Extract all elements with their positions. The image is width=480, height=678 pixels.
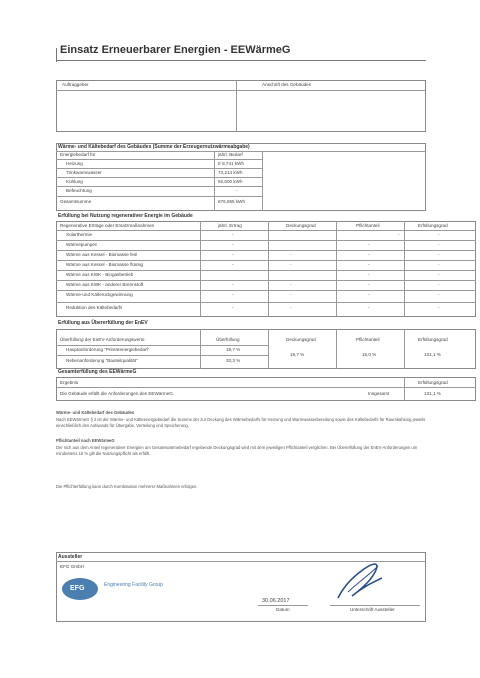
row-line bbox=[56, 290, 476, 291]
renewable-header: Regenerative Erträge oder Ersatzmaßnahmen bbox=[60, 223, 155, 228]
document-title: Einsatz Erneuerbarer Energien - EEWärmeG bbox=[60, 44, 291, 56]
renewable-row-label: Wärme aus Kessel - Biomasse flüssig bbox=[66, 262, 144, 267]
logo-tagline: Engineering Facility Group bbox=[104, 582, 163, 588]
summary-result-header: Erfüllungsgrad bbox=[418, 380, 448, 385]
enev-header: Deckungsgrad bbox=[286, 337, 316, 342]
renewable-cell: - bbox=[290, 305, 292, 310]
renewable-row-label: Reduktion des Kältebedarfs bbox=[66, 305, 123, 310]
demand-row-label: Befeuchtung bbox=[66, 188, 92, 193]
summary-section-title: Gesamterfüllung des EEWärmeG bbox=[58, 369, 137, 375]
address-header-line bbox=[56, 90, 426, 91]
row-line bbox=[56, 280, 476, 281]
row-line bbox=[56, 355, 268, 356]
renewable-cell: - bbox=[290, 292, 292, 297]
summary-total-label: Insgesamt bbox=[368, 391, 390, 396]
issuer-company: EFG GmbH bbox=[60, 564, 84, 569]
renewable-cell: - bbox=[232, 292, 234, 297]
renewable-table bbox=[56, 221, 476, 317]
renewable-row-label: Wärmepumpen bbox=[66, 242, 98, 247]
address-box bbox=[56, 80, 426, 132]
renewable-cell: - bbox=[438, 282, 440, 287]
col-divider bbox=[336, 221, 337, 317]
enev-header: Überfüllung der EnEV-Anforderungswerte bbox=[60, 337, 145, 342]
enev-section-title: Erfüllung aus Übererfüllung der EnEV bbox=[58, 320, 148, 326]
row-line bbox=[56, 186, 262, 187]
renewable-cell: - bbox=[438, 292, 440, 297]
renewable-cell: - bbox=[368, 282, 370, 287]
renewable-cell: - bbox=[232, 282, 234, 287]
renewable-cell: - bbox=[290, 282, 292, 287]
enev-row-value: 33,3 % bbox=[226, 358, 241, 363]
enev-row-label: Nebenanforderung "Bauteilqualität" bbox=[66, 358, 138, 363]
renewable-section-title: Erfüllung bei Nutzung regenerativer Energie im Gebäude bbox=[58, 213, 193, 219]
renewable-cell: - bbox=[232, 305, 234, 310]
demand-col-divider bbox=[214, 151, 215, 211]
renewable-cell: - bbox=[232, 232, 234, 237]
summary-table bbox=[56, 377, 476, 401]
date-line bbox=[258, 605, 308, 606]
row-line bbox=[56, 260, 476, 261]
note-paragraph: Nach EEWärmeG § 2 ist der Wärme- und Kälteenergiebedarf die Summe der zur Deckung des Wärmebedarfs für Heizung und Warmwasserbereitung sowie des Kältebedarfs für Raumkühlung jeweils einschließlich des Aufwands für Übergabe, Verteilung und Speicherung. bbox=[56, 417, 426, 428]
row-line bbox=[56, 168, 262, 169]
note-paragraph: Der sich aus dem Anteil regenerativer Energien am Gesamtwärmebedarf ergebende Deckungsgrad wird mit dem jeweiligen Pflichtanteil verglichen. Bei Übererfüllung der EnEV-Anforderungen um mindestens 15 % gilt die Nutzungspflicht als erfüllt. bbox=[56, 445, 418, 456]
issuer-label: Aussteller bbox=[58, 554, 83, 560]
enev-header: Pflichtanteil bbox=[356, 337, 380, 342]
title-divider bbox=[56, 60, 426, 61]
renewable-cell: - bbox=[438, 252, 440, 257]
col-divider bbox=[268, 221, 269, 317]
signature-mark bbox=[330, 556, 390, 606]
demand-row-value: 92,600 kWh bbox=[218, 179, 243, 184]
demand-col-divider bbox=[262, 151, 263, 211]
demand-section-title: Wärme- und Kältebedarf des Gebäudes (Summe der Erzeugernutzwärmeabgabe) bbox=[58, 144, 250, 150]
renewable-cell: - bbox=[398, 232, 400, 237]
row-line bbox=[56, 196, 262, 197]
note-heading: Pflichtanteil nach EEWärmeG bbox=[56, 438, 115, 443]
row-line bbox=[56, 240, 476, 241]
col-divider bbox=[336, 329, 337, 369]
renewable-cell: - bbox=[438, 305, 440, 310]
signature-label: Unterschrift Aussteller bbox=[350, 607, 395, 612]
renewable-header: Deckungsgrad bbox=[286, 223, 316, 228]
note-heading: Wärme- und Kältebedarf des Gebäudes bbox=[56, 410, 135, 415]
renewable-cell: - bbox=[290, 252, 292, 257]
renewable-cell: - bbox=[368, 292, 370, 297]
date-label: Datum bbox=[276, 607, 290, 612]
row-line bbox=[56, 302, 476, 303]
enev-header: Überfüllung bbox=[216, 337, 240, 342]
col-divider bbox=[404, 221, 405, 317]
col-divider bbox=[268, 329, 269, 369]
renewable-cell: - bbox=[232, 252, 234, 257]
logo-text: EFG bbox=[70, 585, 85, 592]
renewable-row-label: Wärme aus KWK - anderer Brennstoff bbox=[66, 282, 144, 287]
enev-deckungsgrad: 19,7 % bbox=[290, 352, 305, 357]
renewable-cell: - bbox=[368, 305, 370, 310]
renewable-row-label: Wärme aus Kessel - Biomasse fest bbox=[66, 252, 138, 257]
enev-header: Erfüllungsgrad bbox=[418, 337, 448, 342]
renewable-cell: - bbox=[438, 242, 440, 247]
enev-row-label: Hauptanforderung "Primärenergiebedarf" bbox=[66, 347, 150, 352]
demand-total-value: 676,555 kWh bbox=[218, 199, 246, 204]
demand-row-label: Heizung bbox=[66, 161, 83, 166]
renewable-cell: - bbox=[232, 262, 234, 267]
row-line bbox=[56, 345, 268, 346]
col-divider bbox=[404, 329, 405, 369]
renewable-row-label: Solarthermie bbox=[66, 232, 93, 237]
summary-result-label: Ergebnis bbox=[60, 380, 79, 385]
address-divider bbox=[236, 80, 237, 132]
row-line bbox=[56, 177, 262, 178]
demand-row-value: 73,214 kWh bbox=[218, 170, 243, 175]
demand-row-value: - bbox=[236, 188, 238, 193]
renewable-cell: - bbox=[290, 262, 292, 267]
renewable-row-label: Wärme-und Kälterückgewinnung bbox=[66, 292, 133, 297]
renewable-header: Erfüllungsgrad bbox=[418, 223, 448, 228]
renewable-header: Pflichtanteil bbox=[356, 223, 380, 228]
demand-row-value: 5`8,741 kWh bbox=[218, 161, 245, 166]
enev-erfuellungsgrad: 131,1 % bbox=[424, 352, 441, 357]
row-line bbox=[56, 250, 476, 251]
enev-row-value: 19,7 % bbox=[226, 347, 241, 352]
renewable-cell: - bbox=[368, 242, 370, 247]
demand-col-value: jährl. Bedarf bbox=[218, 152, 243, 157]
building-label: Anschrift des Gebäudes bbox=[262, 82, 312, 87]
summary-statement: Die Gebäude erfüllt die Anforderungen des EEWärmeG. bbox=[60, 391, 175, 396]
renewable-header: jährl. Ertrag bbox=[218, 223, 242, 228]
note-paragraph: Die Pflichterfüllung kann durch Kombination mehrerer Maßnahmen erfolgen. bbox=[56, 484, 198, 489]
col-divider bbox=[200, 329, 201, 369]
demand-row-label: Kühlung bbox=[66, 179, 83, 184]
enev-pflichtanteil: 15,0 % bbox=[362, 352, 377, 357]
row-line bbox=[56, 270, 476, 271]
demand-row-label: Trinkwarmwasser bbox=[66, 170, 102, 175]
renewable-cell: - bbox=[438, 272, 440, 277]
row-line bbox=[56, 230, 476, 231]
renewable-cell: - bbox=[438, 262, 440, 267]
col-divider bbox=[404, 377, 405, 401]
renewable-row-label: Wärme aus KWK - Biogasbetrieb bbox=[66, 272, 134, 277]
demand-col-label: Energiebedarf für bbox=[60, 152, 96, 157]
renewable-cell: - bbox=[368, 262, 370, 267]
renewable-cell: - bbox=[438, 232, 440, 237]
renewable-cell: - bbox=[368, 272, 370, 277]
issue-date: 30.06.2017 bbox=[262, 598, 290, 604]
col-divider bbox=[200, 221, 201, 317]
demand-total-label: Gesamtsumme bbox=[60, 199, 92, 204]
summary-total-value: 131,1 % bbox=[424, 391, 441, 396]
row-line bbox=[56, 159, 262, 160]
renewable-cell: - bbox=[232, 242, 234, 247]
row-line bbox=[56, 387, 476, 388]
renewable-cell: - bbox=[368, 252, 370, 257]
client-label: Auftraggeber bbox=[62, 82, 89, 87]
